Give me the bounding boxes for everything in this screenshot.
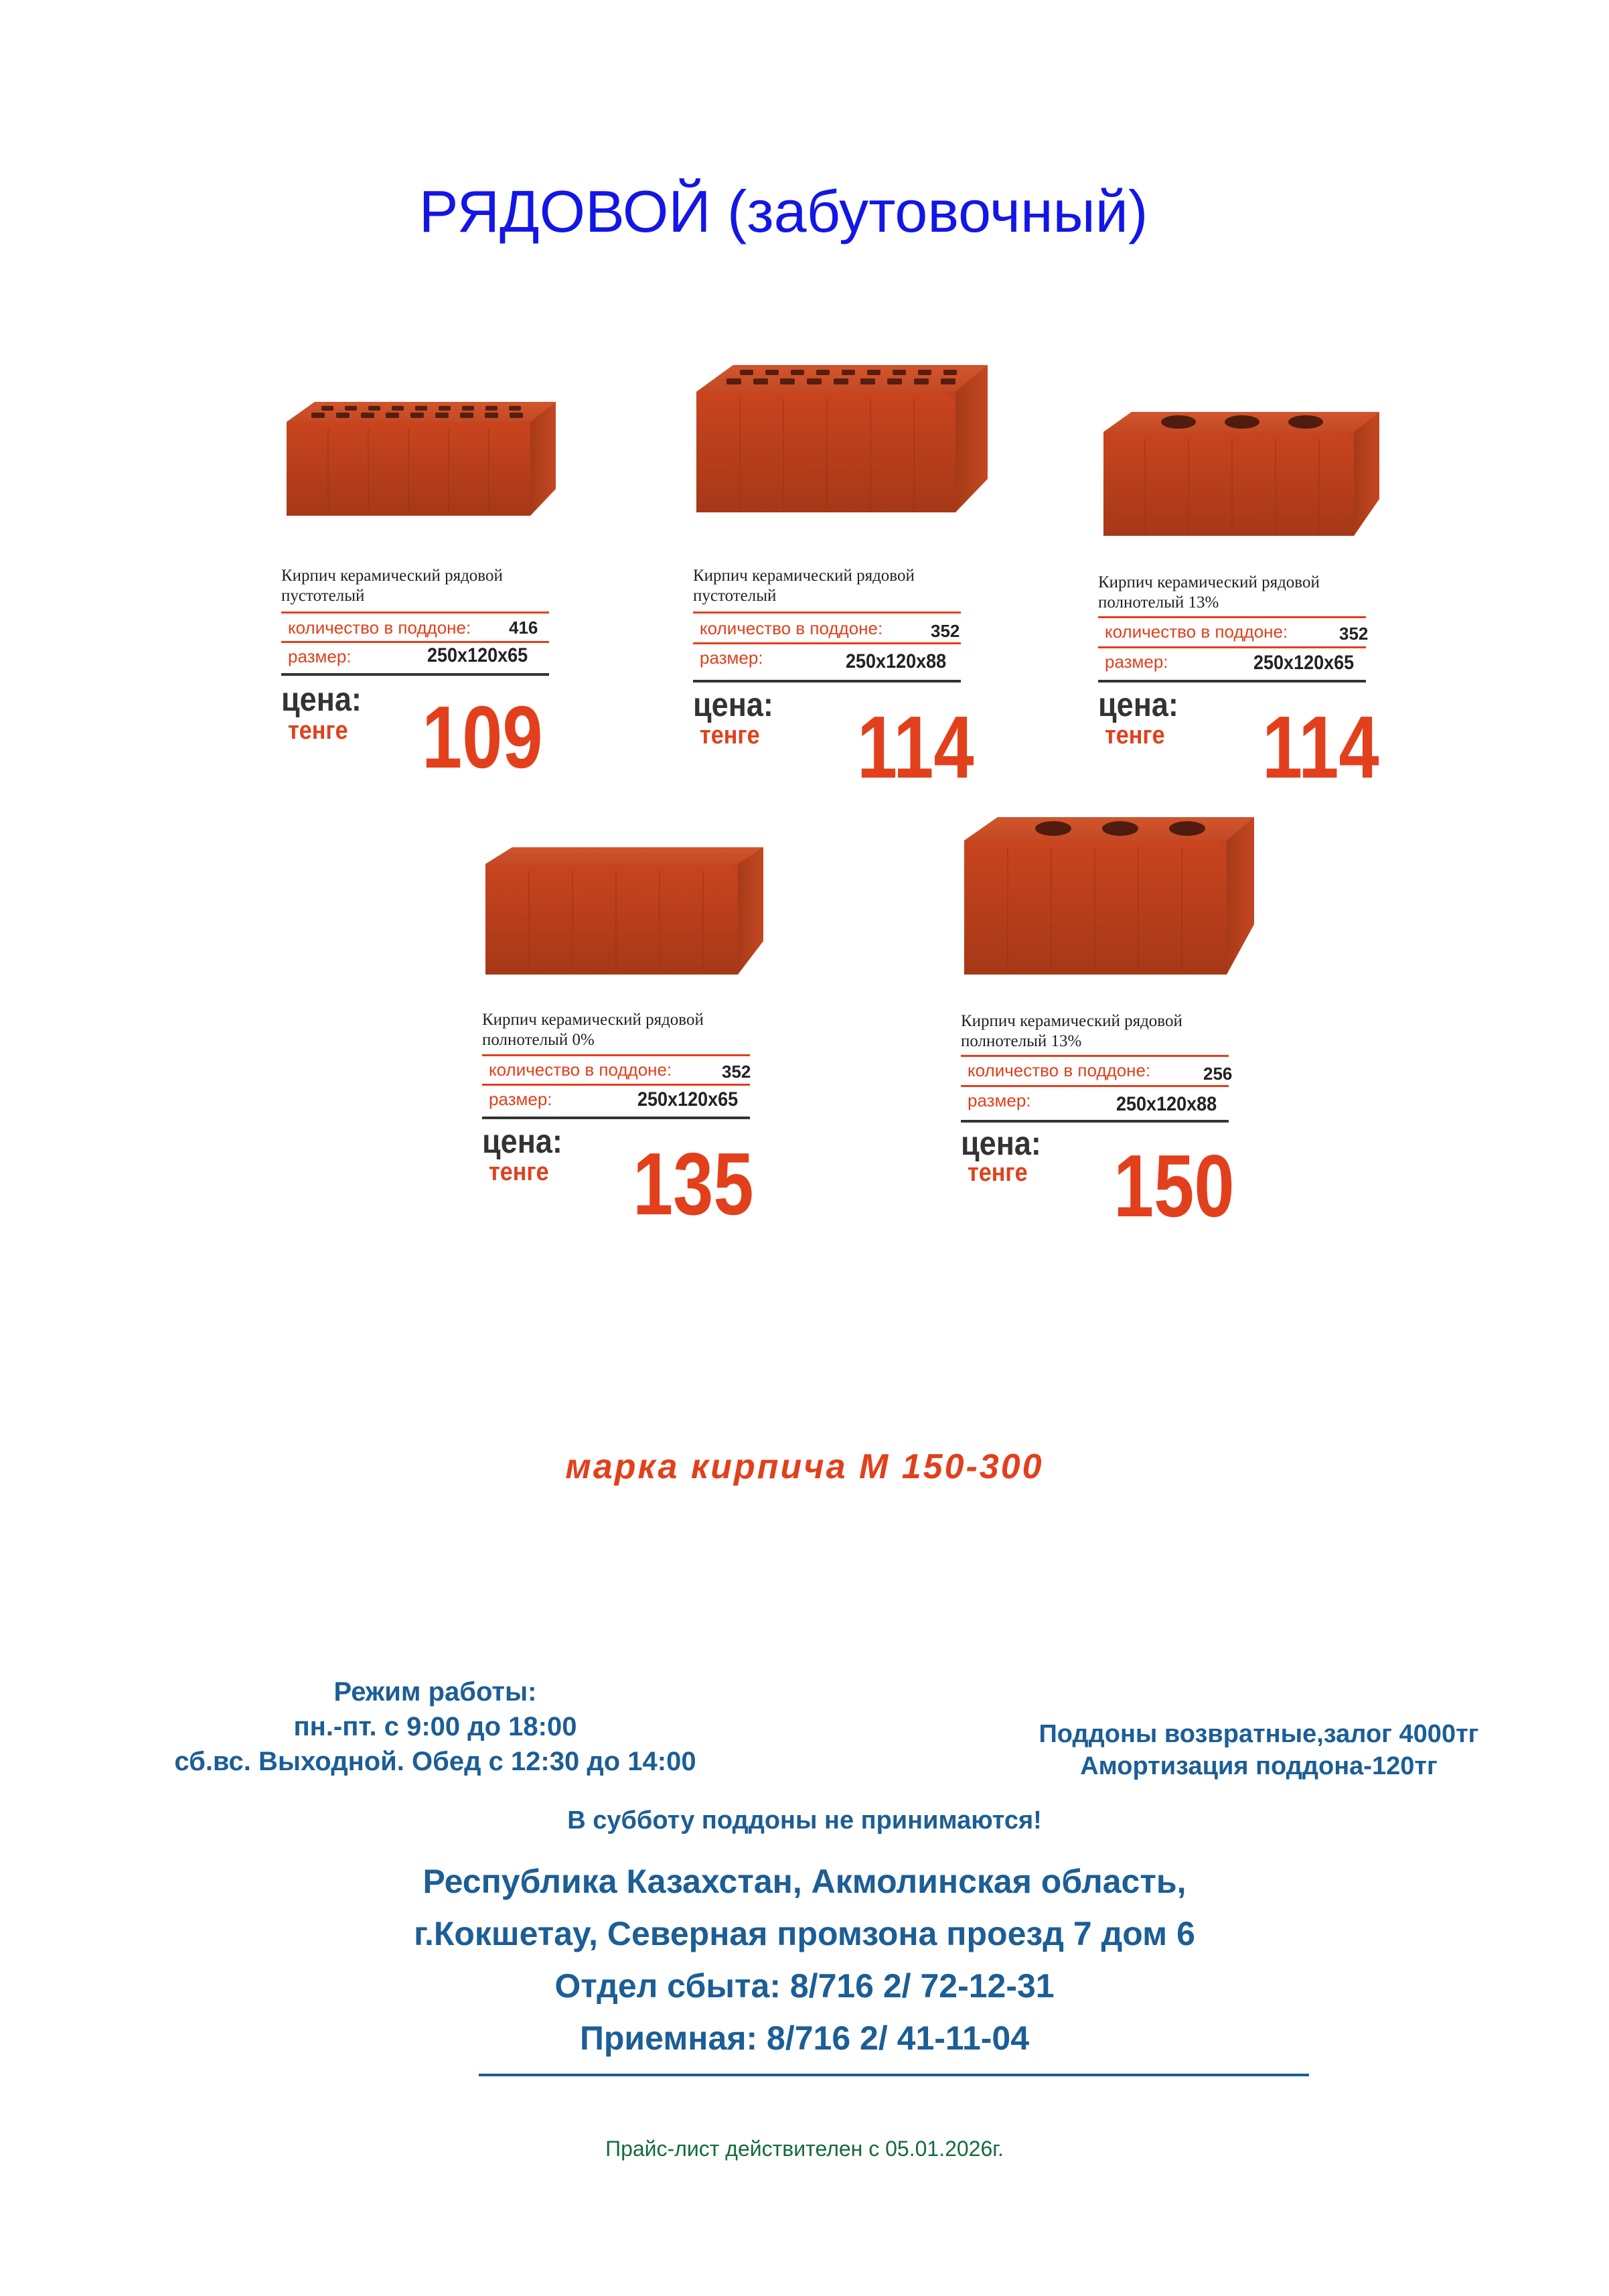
size-label: размер: <box>1105 652 1168 672</box>
hours-weekend: сб.вс. Выходной. Обед с 12:30 до 14:00 <box>174 1747 696 1776</box>
divider <box>693 612 961 614</box>
quantity-label: количество в поддоне: <box>968 1060 1151 1080</box>
address-line-1: Республика Казахстан, Акмолинская область, <box>423 1863 1186 1900</box>
divider <box>693 642 961 644</box>
quantity-label: количество в поддоне: <box>1105 622 1288 642</box>
price-value: 114 <box>857 698 974 796</box>
price-value: 135 <box>633 1135 754 1233</box>
currency-label: тенге <box>489 1158 549 1186</box>
pallet-info <box>978 1718 1540 1782</box>
hollow-brick-image <box>693 365 988 546</box>
size-value: 250х120х65 <box>1253 652 1355 674</box>
product-name: Кирпич керамический рядовой полнотелый 13% <box>961 1012 1182 1050</box>
size-label: размер: <box>700 648 763 668</box>
size-label: размер: <box>288 646 352 666</box>
quantity-value: 256 <box>1203 1064 1233 1084</box>
divider <box>961 1120 1229 1123</box>
hollow-brick-image <box>281 402 569 536</box>
price-label: цена: <box>482 1123 562 1160</box>
size-value: 250х120х65 <box>637 1088 739 1110</box>
currency-label: тенге <box>1105 721 1165 749</box>
sales-phone: Отдел сбыта: 8/716 2/ 72-12-31 <box>554 1967 1055 2005</box>
brick-grade-note: марка кирпича М 150-300 <box>565 1447 1044 1486</box>
quantity-value: 352 <box>931 621 960 641</box>
contact-address <box>0 1855 1609 2064</box>
product-card-hollow-65 <box>281 402 569 790</box>
divider <box>1098 680 1366 683</box>
footer-divider <box>479 2074 1309 2076</box>
three-hole-brick-image <box>961 817 1255 991</box>
price-label: цена: <box>961 1125 1041 1162</box>
divider <box>482 1117 750 1119</box>
size-value: 250х120х65 <box>427 644 528 666</box>
product-name: Кирпич керамический рядовой пустотелый <box>281 567 503 605</box>
divider <box>482 1084 750 1086</box>
price-value: 150 <box>1114 1137 1235 1235</box>
product-name: Кирпич керамический рядовой полнотелый 13% <box>1098 573 1320 612</box>
currency-label: тенге <box>700 721 760 749</box>
divider <box>1098 646 1366 648</box>
product-card-hollow-88 <box>693 365 981 794</box>
hours-title: Режим работы: <box>333 1677 537 1707</box>
reception-phone: Приемная: 8/716 2/ 41-11-04 <box>579 2019 1030 2057</box>
size-label: размер: <box>489 1089 552 1109</box>
address-line-2: г.Кокшетау, Северная промзона проезд 7 дом 6 <box>414 1915 1195 1952</box>
solid-brick-image <box>482 847 777 988</box>
three-hole-brick-image <box>1098 412 1393 546</box>
price-value: 114 <box>1262 698 1379 796</box>
product-card-solid13-88 <box>961 817 1249 1246</box>
divider <box>281 612 549 614</box>
divider <box>693 680 961 683</box>
saturday-note: В субботу поддоны не принимаются! <box>567 1806 1042 1835</box>
quantity-label: количество в поддоне: <box>288 618 471 638</box>
divider <box>961 1085 1229 1087</box>
currency-label: тенге <box>288 717 348 745</box>
quantity-value: 352 <box>1339 624 1369 644</box>
product-name: Кирпич керамический рядовой полнотелый 0% <box>482 1011 704 1049</box>
divider <box>281 673 549 676</box>
price-label: цена: <box>281 680 362 718</box>
product-card-solid13-65 <box>1098 412 1386 800</box>
divider <box>961 1055 1229 1057</box>
quantity-label: количество в поддоне: <box>489 1060 672 1080</box>
divider <box>482 1054 750 1056</box>
price-label: цена: <box>693 686 773 723</box>
pallet-deposit: Поддоны возвратные,залог 4000тг <box>1039 1720 1479 1748</box>
divider <box>281 641 549 643</box>
working-hours <box>134 1674 737 1779</box>
currency-label: тенге <box>968 1159 1028 1187</box>
quantity-value: 352 <box>722 1062 751 1082</box>
size-value: 250х120х88 <box>1116 1093 1217 1115</box>
pallet-amortization: Амортизация поддона-120тг <box>1080 1752 1438 1780</box>
divider <box>1098 616 1366 618</box>
quantity-label: количество в поддоне: <box>700 618 883 638</box>
product-card-solid0-65 <box>482 847 770 1236</box>
page-title: РЯДОВОЙ (забутовочный) <box>418 178 1148 244</box>
quantity-value: 416 <box>509 618 538 638</box>
price-label: цена: <box>1098 686 1178 723</box>
hours-weekdays: пн.-пт. с 9:00 до 18:00 <box>293 1712 577 1741</box>
product-name: Кирпич керамический рядовой пустотелый <box>693 567 915 605</box>
size-value: 250х120х88 <box>846 650 947 672</box>
size-label: размер: <box>968 1090 1031 1110</box>
validity-note: Прайс-лист действителен с 05.01.2026г. <box>605 2137 1004 2161</box>
price-value: 109 <box>422 688 543 786</box>
